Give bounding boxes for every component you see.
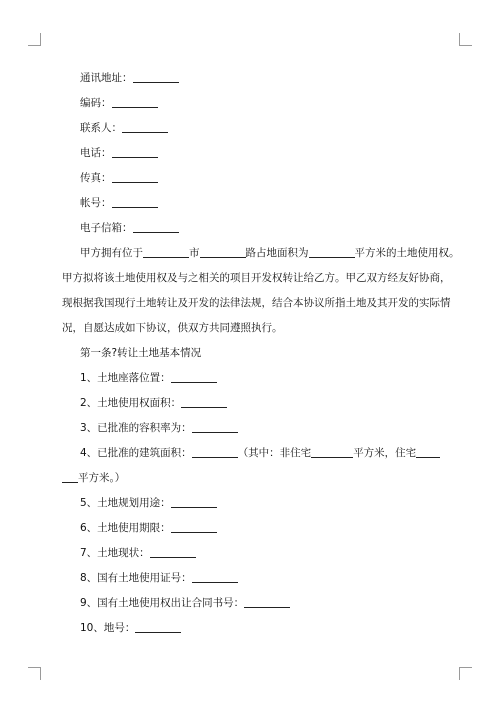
fax-label: 传真： bbox=[80, 172, 112, 184]
postcode-line bbox=[80, 96, 158, 110]
intro-text-1c: 路占地面积为 bbox=[245, 247, 309, 259]
intro-text-1a: 甲方拥有位于 bbox=[80, 247, 143, 259]
item-4-label: 4、已批准的建筑面积： bbox=[80, 447, 192, 459]
item-4-nonres-label: （其中：非住宅 bbox=[237, 447, 312, 459]
item-9-blank[interactable] bbox=[244, 596, 290, 608]
article-1-title: 第一条?转让土地基本情况 bbox=[80, 347, 202, 359]
item-4-res-blank-cont[interactable] bbox=[62, 471, 78, 483]
address-line bbox=[80, 71, 179, 85]
intro-text-1b: 市 bbox=[189, 247, 200, 259]
intro-text-1d: 平方米的土地使用权。 bbox=[354, 247, 460, 259]
city-blank[interactable] bbox=[143, 246, 189, 258]
item-6-label: 6、土地使用期限： bbox=[80, 522, 171, 534]
item-8 bbox=[80, 571, 238, 585]
item-2 bbox=[80, 396, 227, 410]
item-1-label: 1、土地座落位置： bbox=[80, 372, 171, 384]
corner-mark-top-left bbox=[28, 33, 41, 46]
item-5 bbox=[80, 496, 217, 510]
item-3-label: 3、已批准的容积率为： bbox=[80, 422, 192, 434]
item-9-label: 9、国有土地使用权出让合同书号： bbox=[80, 597, 245, 609]
item-4-res-label: 平方米，住宅 bbox=[353, 447, 417, 459]
corner-mark-bottom-left bbox=[28, 667, 41, 680]
item-6-blank[interactable] bbox=[171, 521, 217, 533]
contact-person-label: 联系人： bbox=[80, 122, 122, 134]
item-3-blank[interactable] bbox=[192, 421, 238, 433]
item-1 bbox=[80, 371, 217, 385]
account-label: 帐号： bbox=[80, 197, 112, 209]
account-blank[interactable] bbox=[112, 196, 158, 208]
item-2-blank[interactable] bbox=[181, 396, 227, 408]
phone-blank[interactable] bbox=[112, 146, 158, 158]
item-7 bbox=[80, 546, 196, 560]
item-5-label: 5、土地规划用途： bbox=[80, 497, 171, 509]
email-blank[interactable] bbox=[133, 221, 179, 233]
item-2-label: 2、土地使用权面积： bbox=[80, 397, 182, 409]
email-label: 电子信箱： bbox=[80, 222, 133, 234]
item-9 bbox=[80, 596, 290, 610]
item-6 bbox=[80, 521, 217, 535]
postcode-blank[interactable] bbox=[112, 96, 158, 108]
contact-person-blank[interactable] bbox=[122, 121, 168, 133]
corner-mark-bottom-right bbox=[459, 667, 472, 680]
item-4 bbox=[80, 446, 440, 460]
area-blank[interactable] bbox=[309, 246, 355, 258]
contact-person-line bbox=[80, 121, 168, 135]
item-4-total-blank[interactable] bbox=[192, 446, 238, 458]
item-3 bbox=[80, 421, 238, 435]
item-4-res-blank[interactable] bbox=[416, 446, 440, 458]
item-1-blank[interactable] bbox=[171, 371, 217, 383]
item-4-unit: 平方米。） bbox=[78, 472, 126, 484]
item-8-blank[interactable] bbox=[192, 571, 238, 583]
account-line bbox=[80, 196, 158, 210]
phone-line bbox=[80, 146, 158, 160]
item-4-continued bbox=[62, 471, 125, 485]
item-10-blank[interactable] bbox=[135, 621, 181, 633]
item-10-label: 10、地号： bbox=[80, 622, 136, 634]
phone-label: 电话： bbox=[80, 147, 112, 159]
address-label: 通讯地址： bbox=[80, 72, 133, 84]
corner-mark-top-right bbox=[459, 33, 472, 46]
item-7-blank[interactable] bbox=[150, 546, 196, 558]
item-7-label: 7、土地现状： bbox=[80, 547, 150, 559]
item-10 bbox=[80, 621, 181, 635]
item-5-blank[interactable] bbox=[171, 496, 217, 508]
road-blank[interactable] bbox=[200, 246, 246, 258]
item-8-label: 8、国有土地使用证号： bbox=[80, 572, 192, 584]
fax-blank[interactable] bbox=[112, 171, 158, 183]
address-blank[interactable] bbox=[133, 71, 179, 83]
intro-line-1 bbox=[80, 246, 460, 260]
email-line bbox=[80, 221, 179, 235]
postcode-label: 编码： bbox=[80, 97, 112, 109]
fax-line bbox=[80, 171, 158, 185]
intro-line-3: 现根据我国现行土地转让及开发的法律法规，结合本协议所指土地及其开发的实际情 bbox=[62, 297, 451, 309]
intro-line-2: 甲方拟将该土地使用权及与之相关的项目开发权转让给乙方。甲乙双方经友好协商， bbox=[62, 272, 451, 284]
intro-line-4: 况，自愿达成如下协议，供双方共同遵照执行。 bbox=[62, 322, 283, 334]
item-4-nonres-blank[interactable] bbox=[311, 446, 353, 458]
